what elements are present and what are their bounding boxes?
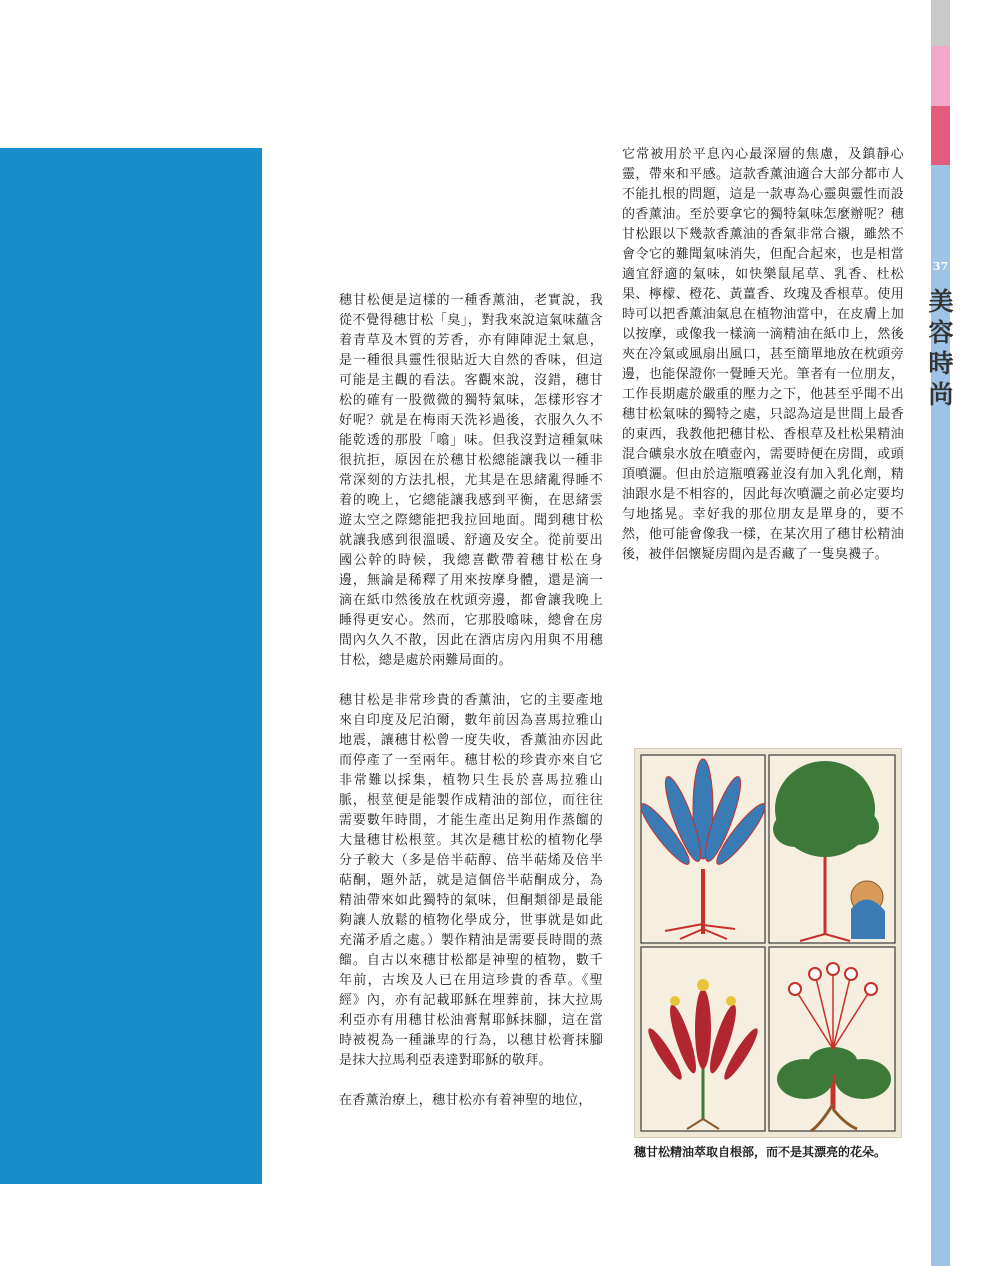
article-paragraph: 穗甘松便是這樣的一種香薰油，老實說，我從不覺得穗甘松「臭」，對我來說這氣味蘊含着青草及木質的芳香，亦有陣陣泥土氣息，是一種很具靈性很貼近大自然的香味，但這可能是主觀的看法。客觀來說，沒錯，穗甘松的確有一股微微的獨特氣味，怎樣形容才好呢？就是在梅雨天洗衫過後，衣服久久不能乾透的那股「噏」味。但我沒對這種氣味很抗拒，原因在於穗甘松總能讓我以一種非常深刻的方法扎根，尤其是在思緒亂得睡不着的晚上，它總能讓我感到平衡，在思緒雲遊太空之際總能把我拉回地面。聞到穗甘松就讓我感到很溫暖、舒適及安全。從前要出國公幹的時候，我總喜歡帶着穗甘松在身邊，無論是稀釋了用來按摩身體，還是滴一滴在紙巾然後放在枕頭旁邊，都會讓我晚上睡得更安心。然而，它那股噏味，總會在房間內久久不散，因此在酒店房內用與不用穗甘松，總是處於兩難局面的。 [339,293,603,668]
tab-red [931,106,950,165]
article-paragraph: 在香薰治療上，穗甘松亦有着神聖的地位， [339,1093,592,1108]
article-left-column [339,291,603,1111]
section-tab-strip [931,0,950,1266]
tab-pink [931,46,950,106]
botanical-illustration [634,748,902,1138]
article-paragraph: 穗甘松是非常珍貴的香薰油，它的主要產地來自印度及尼泊爾，數年前因為喜馬拉雅山地震，讓穗甘松曾一度失收，香薰油亦因此而停產了一至兩年。穗甘松的珍貴亦來自它非常難以採集，植物只生長於喜馬拉雅山脈，根莖便是能製作成精油的部位，而往往需要數年時間，才能生產出足夠用作蒸餾的大量穗甘松根莖。其次是穗甘松的植物化學分子較大（多是倍半萜醇、倍半萜烯及倍半萜酮，題外話，就是這個倍半萜酮成分，為精油帶來如此獨特的氣味，但酮類卻是最能夠讓人放鬆的植物化學成分，世事就是如此充滿矛盾之處。）製作精油是需要長時間的蒸餾。自古以來穗甘松都是神聖的植物，數千年前，古埃及人已在用這珍貴的香草。《聖經》內，亦有記載耶穌在埋葬前，抹大拉馬利亞亦有用穗甘松油膏幫耶穌抹腳，這在當時被視為一種謙卑的行為，以穗甘松膏抹腳是抹大拉馬利亞表達對耶穌的敬拜。 [339,693,603,1068]
article-paragraph: 它常被用於平息內心最深層的焦慮，及鎮靜心靈，帶來和平感。這款香薰油適合大部分都市人不能扎根的問題，這是一款專為心靈與靈性而設的香薰油。至於要拿它的獨特氣味怎麼辦呢？穗甘松跟以下幾款香薰油的香氣非常合襯，雖然不會令它的難聞氣味消失，但配合起來，也是相當適宜舒適的氣味，如快樂鼠尾草、乳香、杜松果、檸檬、橙花、黃薑香、玫瑰及香根草。使用時可以把香薰油氣息在植物油當中，在皮膚上加以按摩，或像我一樣滴一滴精油在紙巾上，然後夾在冷氣或風扇出風口，甚至簡單地放在枕頭旁邊，也能保證你一覺睡天光。筆者有一位朋友，工作長期處於嚴重的壓力之下，他甚至乎聞不出穗甘松氣味的獨特之處，只認為這是世間上最香的東西，我教他把穗甘松、香根草及杜松果精油混合礦泉水放在噴壺內，需要時便在房間，或頭頂噴灑。但由於這瓶噴霧並沒有加入乳化劑，精油跟水是不相容的，因此每次噴灑之前必定要均勻地搖晃。幸好我的那位朋友是單身的，要不然，他可能會像我一樣，在某次用了穗甘松精油後，被伴侶懷疑房間內是否藏了一隻臭襪子。 [622,147,904,562]
blue-decorative-panel [0,148,262,1184]
page-number: 37 [932,260,949,273]
tab-gray [931,0,950,46]
article-right-column [622,145,904,565]
section-title: 美容時尚 [928,287,954,409]
figure-caption: 穗甘松精油萃取自根部，而不是其漂亮的花朵。 [634,1145,887,1159]
